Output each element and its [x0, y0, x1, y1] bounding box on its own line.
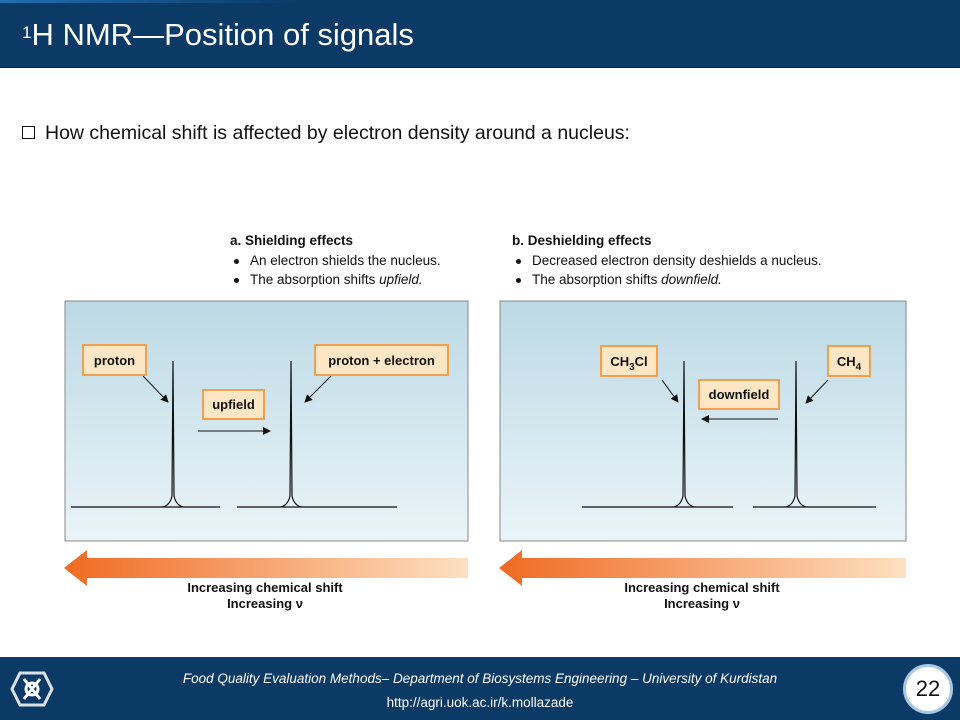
panel-b-label-ch3cl-main: CH: [610, 354, 630, 369]
panel-b-label-downfield: downfield: [708, 387, 770, 402]
title-superscript: 1: [22, 23, 32, 42]
panel-a-bullet-2-text: The absorption shifts: [250, 272, 380, 287]
panel-a-bullet-2: [230, 270, 441, 290]
panel-a-axis-caption: [170, 580, 360, 612]
panel-a-heading-block: [230, 231, 441, 290]
intro-text: How chemical shift is affected by electron density around a nucleus:: [45, 122, 630, 144]
footer-course-text: Food Quality Evaluation Methods– Department of Biosystems Engineering – University of Kurdistan: [182, 671, 778, 686]
panel-b-spectrum: [498, 300, 908, 590]
panel-b-heading: b. Deshielding effects: [512, 233, 652, 248]
intro-bullet: [22, 122, 630, 145]
panel-a-spectrum: [63, 300, 470, 590]
header-accent-stripe: [0, 0, 300, 3]
footer-url[interactable]: http://agri.uok.ac.ir/k.mollazade: [386, 695, 574, 710]
panel-b-axis-line2: Increasing ν: [664, 596, 740, 611]
panel-a-bullet-1: An electron shields the nucleus.: [230, 251, 441, 271]
footer-bar: [0, 657, 960, 720]
panel-b-axis-line1: Increasing chemical shift: [624, 580, 780, 595]
panel-b-label-ch3cl-tail: Cl: [634, 354, 648, 369]
panel-a-label-upfield: upfield: [212, 397, 255, 412]
panel-b-background: [500, 301, 906, 541]
panel-b-bullet-2-text: The absorption shifts: [532, 272, 662, 287]
title-text: H NMR—Position of signals: [31, 17, 414, 52]
panel-b-label-ch4-sub: 4: [855, 362, 862, 373]
panel-a-axis-line2: Increasing ν: [227, 596, 303, 611]
panel-b-label-ch4-main: CH: [836, 354, 856, 369]
panel-a-label-proton-electron: proton + electron: [328, 353, 435, 368]
panel-a-heading: a. Shielding effects: [230, 233, 354, 248]
slide-title: [22, 16, 414, 54]
panel-b-bullet-2-emphasis: downfield.: [661, 272, 722, 287]
panel-a-axis-line1: Increasing chemical shift: [187, 580, 343, 595]
title-bar: [0, 0, 960, 68]
hollow-square-bullet-icon: [22, 126, 35, 139]
panel-b-bullet-2: [512, 270, 822, 290]
panel-a-bullet-2-emphasis: upfield.: [379, 272, 423, 287]
panel-b-label-ch3cl-sub: 3: [629, 362, 635, 373]
panel-a-label-proton: proton: [93, 353, 136, 368]
panel-b-axis-caption: [607, 580, 797, 612]
panel-b-heading-block: [512, 231, 822, 290]
panel-b-bullet-1: Decreased electron density deshields a nucleus.: [512, 251, 822, 271]
panel-a-background: [65, 301, 468, 541]
slide-number-badge: 22: [903, 664, 953, 714]
